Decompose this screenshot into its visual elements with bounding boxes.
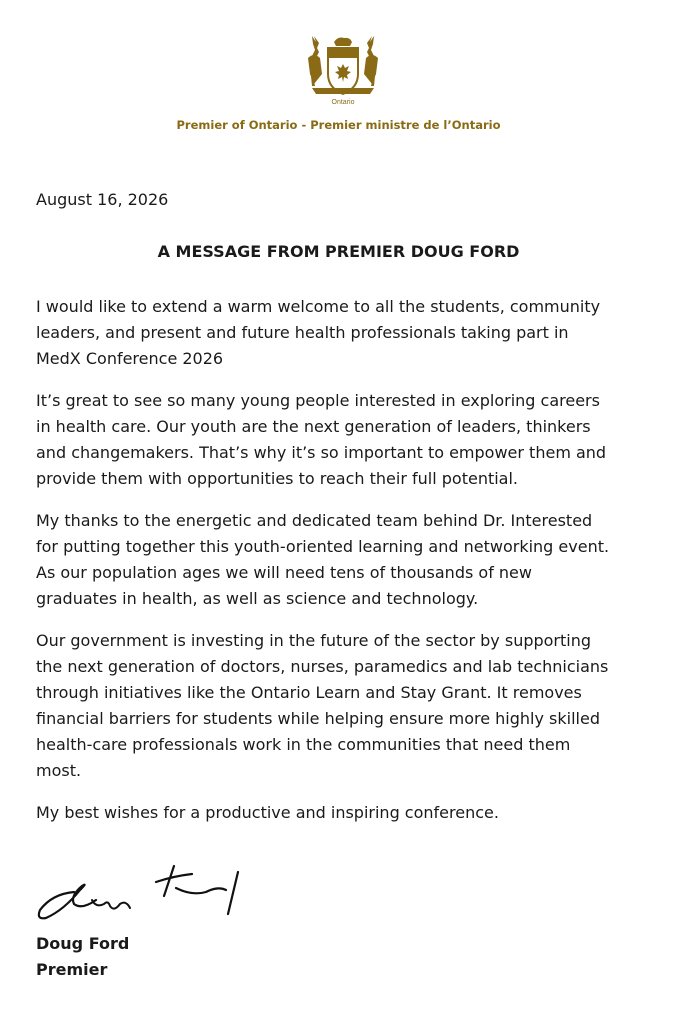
letter-date: August 16, 2026 xyxy=(36,190,169,209)
paragraph-line: My best wishes for a productive and inspiring conference. xyxy=(36,803,499,822)
paragraph-thanks xyxy=(36,508,656,612)
paragraph-line: health-care professionals work in the communities that need them xyxy=(36,735,571,754)
paragraph-line: As our population ages we will need tens of thousands of new xyxy=(36,563,532,582)
paragraph-line: and changemakers. That’s why it’s so important to empower them and xyxy=(36,443,607,462)
paragraph-line: through initiatives like the Ontario Learn and Stay Grant. It removes xyxy=(36,683,582,702)
paragraph-welcome xyxy=(36,294,656,372)
signatory-name: Doug Ford xyxy=(36,934,130,953)
paragraph-line: in health care. Our youth are the next generation of leaders, thinkers xyxy=(36,417,591,436)
crest-caption: Ontario xyxy=(331,99,355,106)
letter-heading: A MESSAGE FROM PREMIER DOUG FORD xyxy=(157,242,520,261)
paragraph-line: Our government is investing in the future of the sector by supporting xyxy=(36,631,592,650)
paragraph-youth xyxy=(36,388,656,492)
paragraph-line: leaders, and present and future health professionals taking part in xyxy=(36,323,569,342)
paragraph-line: for putting together this youth-oriented learning and networking event. xyxy=(36,537,610,556)
ontario-crest-logo xyxy=(304,34,382,106)
paragraph-line: financial barriers for students while helping ensure more highly skilled xyxy=(36,709,600,728)
paragraph-line: the next generation of doctors, nurses, paramedics and lab technicians xyxy=(36,657,609,676)
paragraph-closing xyxy=(36,800,656,826)
letterhead-title: Premier of Ontario - Premier ministre de l’Ontario xyxy=(176,118,501,132)
paragraph-line: provide them with opportunities to reach their full potential. xyxy=(36,469,519,488)
paragraph-line: It’s great to see so many young people interested in exploring careers xyxy=(36,391,600,410)
paragraph-line: I would like to extend a warm welcome to all the students, community xyxy=(36,297,601,316)
signatory-title: Premier xyxy=(36,960,108,979)
paragraph-line: My thanks to the energetic and dedicated team behind Dr. Interested xyxy=(36,511,593,530)
handwritten-signature xyxy=(34,860,250,930)
paragraph-government xyxy=(36,628,656,784)
paragraph-line: graduates in health, as well as science and technology. xyxy=(36,589,479,608)
paragraph-line: MedX Conference 2026 xyxy=(36,349,224,368)
letter-body xyxy=(36,294,656,842)
paragraph-line: most. xyxy=(36,761,82,780)
